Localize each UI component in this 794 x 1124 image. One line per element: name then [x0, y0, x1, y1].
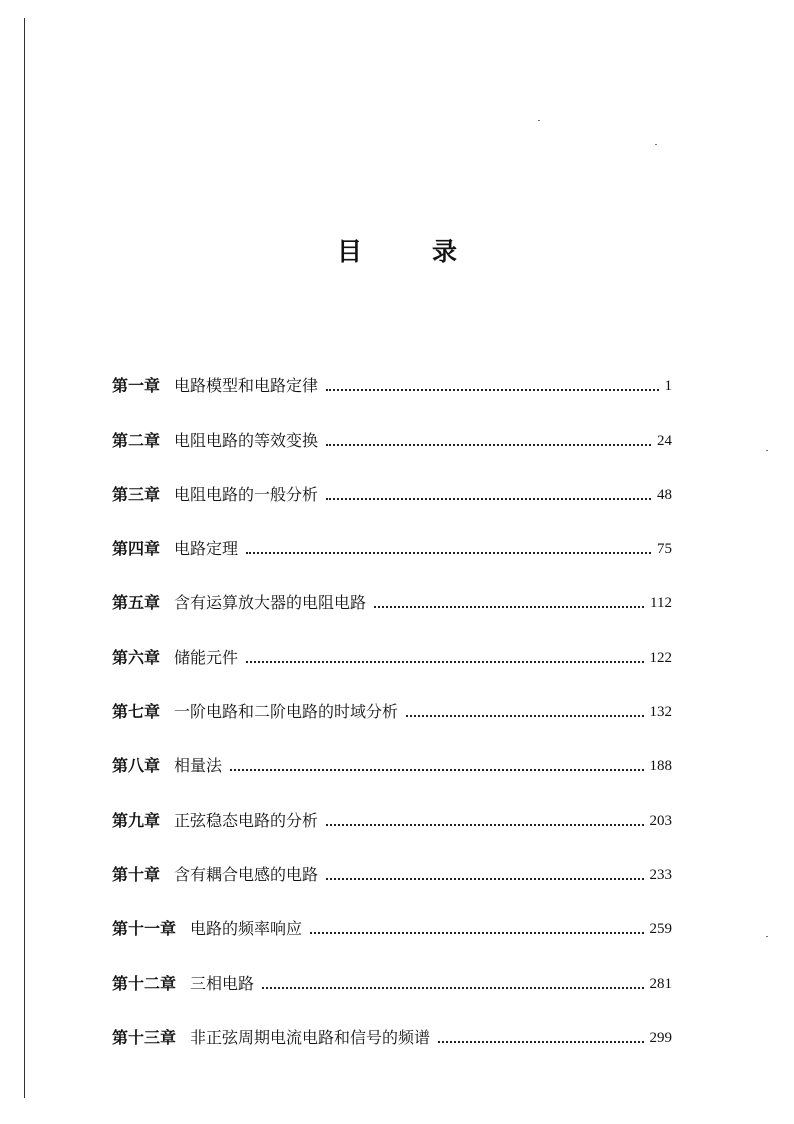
toc-entry	[112, 833, 672, 887]
toc-chapter-title: 正弦稳态电路的分析	[174, 810, 319, 830]
page-title	[0, 232, 794, 268]
toc-chapter-label: 第六章	[112, 647, 161, 667]
toc-chapter-title: 含有运算放大器的电阻电路	[174, 593, 367, 613]
toc-dot-leader	[310, 932, 643, 934]
toc-dot-leader	[246, 661, 643, 663]
toc-entry	[112, 724, 672, 778]
scan-speck	[766, 936, 768, 937]
toc-dot-leader	[262, 987, 643, 989]
toc-dot-leader	[326, 824, 643, 826]
toc-page-number: 188	[649, 758, 672, 775]
toc-entry	[112, 996, 672, 1050]
toc-chapter-label: 第八章	[112, 756, 161, 776]
toc-entry	[112, 670, 672, 724]
toc-chapter-title: 电阻电路的等效变换	[174, 430, 319, 450]
toc-entry	[112, 941, 672, 995]
toc-entry	[112, 398, 672, 452]
toc-chapter-label: 第十二章	[112, 973, 177, 993]
toc-chapter-label: 第一章	[112, 376, 161, 396]
toc-page-number: 259	[649, 921, 672, 938]
toc-chapter-title: 电路模型和电路定律	[174, 376, 319, 396]
toc-chapter-title: 非正弦周期电流电路和信号的频谱	[190, 1027, 431, 1047]
toc-chapter-title: 含有耦合电感的电路	[174, 864, 319, 884]
toc-page-number: 233	[649, 866, 672, 883]
toc-entry	[112, 615, 672, 669]
toc-page-number: 1	[664, 378, 672, 395]
toc-page-number: 299	[649, 1029, 672, 1046]
toc-dot-leader	[326, 444, 651, 446]
toc-chapter-label: 第三章	[112, 484, 161, 504]
toc-chapter-label: 第二章	[112, 430, 161, 450]
toc-chapter-title: 电阻电路的一般分析	[174, 484, 319, 504]
toc-chapter-title: 电路的频率响应	[190, 919, 303, 939]
toc-chapter-title: 一阶电路和二阶电路的时域分析	[174, 702, 399, 722]
toc-entry	[112, 778, 672, 832]
toc-chapter-title: 相量法	[174, 756, 223, 776]
toc-chapter-label: 第四章	[112, 539, 161, 559]
toc-dot-leader	[326, 878, 643, 880]
page-title-left: 目	[336, 237, 362, 266]
toc-dot-leader	[230, 769, 643, 771]
toc-chapter-label: 第五章	[112, 593, 161, 613]
scan-speck	[538, 120, 540, 121]
toc-chapter-label: 第十一章	[112, 919, 177, 939]
toc-dot-leader	[438, 1041, 643, 1043]
scan-speck	[655, 144, 657, 145]
toc-page-number: 203	[649, 812, 672, 829]
toc-chapter-label: 第七章	[112, 702, 161, 722]
toc-page-number: 122	[649, 649, 672, 666]
toc-entry	[112, 453, 672, 507]
toc-dot-leader	[326, 498, 651, 500]
toc-page-number: 281	[649, 975, 672, 992]
toc-dot-leader	[406, 715, 643, 717]
toc-page-number: 48	[657, 486, 672, 503]
toc-chapter-label: 第十三章	[112, 1027, 177, 1047]
toc-dot-leader	[374, 606, 644, 608]
toc-page-number: 132	[649, 704, 672, 721]
toc-dot-leader	[326, 389, 658, 391]
toc-dot-leader	[246, 552, 651, 554]
scan-speck	[766, 450, 768, 451]
toc-entry	[112, 887, 672, 941]
toc-page-number: 112	[650, 595, 672, 612]
toc-page-number: 24	[657, 432, 672, 449]
toc-entry	[112, 561, 672, 615]
toc-chapter-title: 三相电路	[190, 973, 255, 993]
toc-chapter-label: 第九章	[112, 810, 161, 830]
page-title-right: 录	[432, 237, 458, 266]
table-of-contents	[112, 344, 672, 1050]
toc-chapter-label: 第十章	[112, 864, 161, 884]
toc-entry	[112, 344, 672, 398]
toc-chapter-title: 电路定理	[174, 539, 239, 559]
page-edge-line	[24, 18, 25, 1098]
toc-page-number: 75	[657, 541, 672, 558]
toc-entry	[112, 507, 672, 561]
toc-chapter-title: 储能元件	[174, 647, 239, 667]
